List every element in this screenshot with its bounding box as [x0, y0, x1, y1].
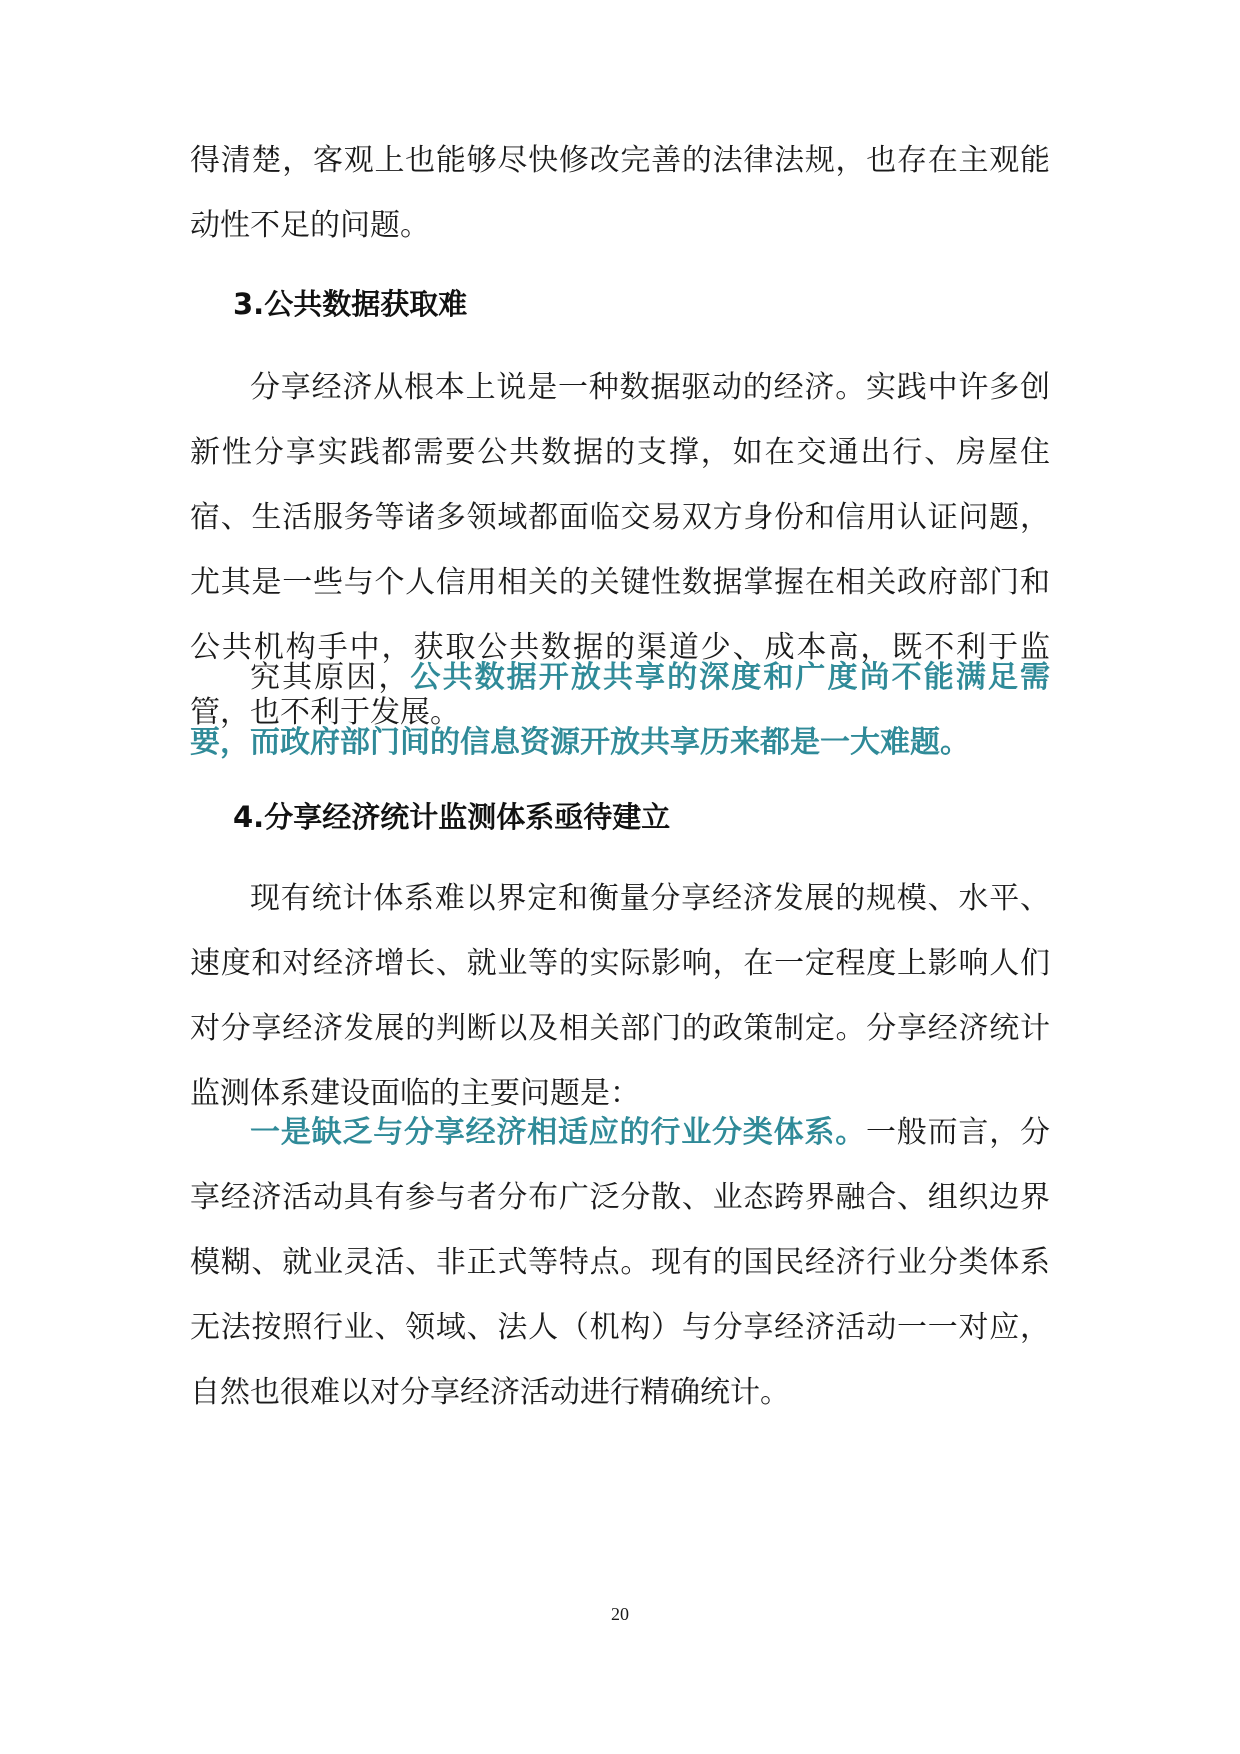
page-number: 20: [611, 1604, 629, 1624]
paragraph-3-1: 分享经济从根本上说是一种数据驱动的经济。实践中许多创新性分享实践都需要公共数据的支撑，如在交通出行、房屋住宿、生活服务等诸多领域都面临交易双方身份和信用认证问题，尤其是一些与个人信用相关的关键性数据掌握在相关政府部门和公共机构手中，获取公共数据的渠道少、成本高，既不利于监管，也不利于发展。: [190, 370, 1050, 730]
paragraph-3-2-lead: 究其原因，: [250, 660, 411, 695]
paragraph-4-2-highlight: 一是缺乏与分享经济相适应的行业分类体系。: [250, 1115, 866, 1150]
paragraph-3-2: [190, 645, 1050, 775]
paragraph-continued: 得清楚，客观上也能够尽快修改完善的法律法规，也存在主观能动性不足的问题。: [190, 143, 1050, 243]
section-heading-4: 4.分享经济统计监测体系亟待建立: [233, 800, 671, 834]
paragraph-3-2-highlight: 公共数据开放共享的深度和广度尚不能满足需要，而政府部门间的信息资源开放共享历来都是一大难题。: [190, 660, 1051, 760]
paragraph-4-2-rest: 一般而言，分享经济活动具有参与者分布广泛分散、业态跨界融合、组织边界模糊、就业灵活、非正式等特点。现有的国民经济行业分类体系无法按照行业、领域、法人（机构）与分享经济活动一一对应，自然也很难以对分享经济活动进行精确统计。: [190, 1115, 1051, 1410]
paragraph-4-2: [190, 1100, 1050, 1425]
paragraph-4-1: 现有统计体系难以界定和衡量分享经济发展的规模、水平、速度和对经济增长、就业等的实际影响，在一定程度上影响人们对分享经济发展的判断以及相关部门的政策制定。分享经济统计监测体系建设面临的主要问题是：: [190, 881, 1050, 1111]
section-heading-3: 3.公共数据获取难: [233, 287, 468, 321]
